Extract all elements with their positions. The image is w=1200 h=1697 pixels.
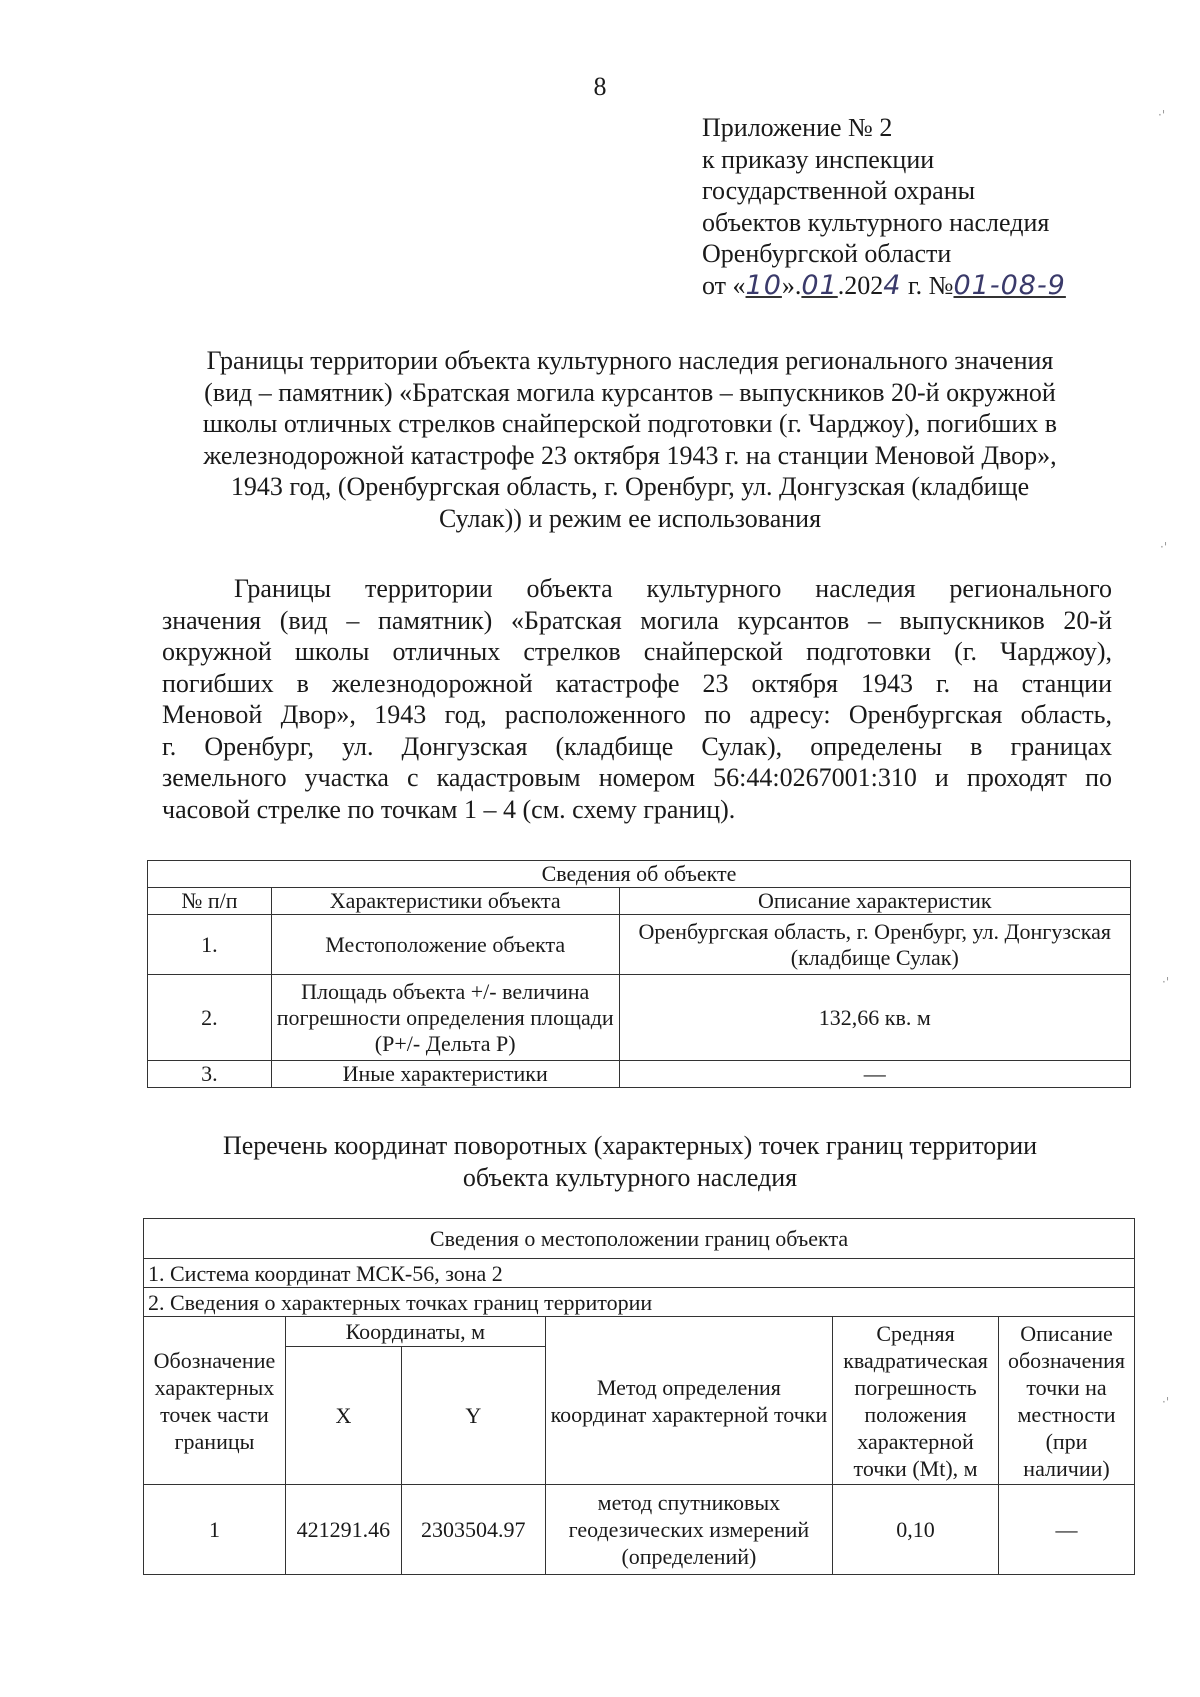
handwritten-day: 10 (745, 269, 782, 301)
title-line: (вид – памятник) «Братская могила курсантов – выпускников 20-й окружной (204, 377, 1056, 407)
scan-artifact: ·' (1160, 540, 1168, 554)
table-cell: — (999, 1485, 1135, 1575)
section-title-line: объекта культурного наследия (462, 1163, 798, 1192)
table-cell: 3. (148, 1061, 272, 1088)
paragraph-line: г. Оренбург, ул. Донгузская (кладбище Сулак), определены в границах (162, 731, 1112, 761)
table-row (148, 915, 1131, 975)
points-info-row: 2. Сведения о характерных точках границ территории (144, 1288, 1135, 1317)
title-line: Границы территории объекта культурного наследия регионального значения (206, 346, 1054, 375)
date-mid: ». (781, 270, 802, 300)
appendix-line: Оренбургской области (702, 239, 952, 268)
paragraph-line: часовой стрелке по точкам 1 – 4 (см. схему границ). (162, 794, 736, 824)
table-caption: Сведения об объекте (148, 861, 1131, 888)
paragraph-line: Границы территории объекта культурного наследия регионального (234, 574, 1112, 603)
table-cell: 2. (148, 975, 272, 1061)
number-prefix: г. № (901, 270, 954, 300)
table-caption: Сведения о местоположении границ объекта (144, 1219, 1135, 1259)
table-cell: 0,10 (833, 1485, 999, 1575)
column-header: Характеристики объекта (271, 888, 619, 915)
coordinate-system-row: 1. Система координат МСК-56, зона 2 (144, 1259, 1135, 1288)
table-row (148, 1061, 1131, 1088)
handwritten-month: 01 (801, 269, 838, 301)
paragraph-line: погибших в железнодорожной катастрофе 23 октября 1943 г. на станции (162, 668, 1112, 698)
appendix-line: Приложение № 2 (702, 113, 893, 142)
appendix-line: объектов культурного наследия (702, 207, 1050, 237)
paragraph-line: Меновой Двор», 1943 год, расположенного по адресу: Оренбургская область, (162, 700, 1112, 729)
scan-artifact: ·' (1158, 108, 1166, 122)
coordinates-section-title (150, 1130, 1110, 1194)
column-header: Координаты, м (285, 1317, 545, 1347)
title-line: Сулак)) и режим ее использования (438, 503, 822, 533)
table-cell: 132,66 кв. м (619, 975, 1130, 1061)
table-row (148, 975, 1131, 1061)
title-line: 1943 год, (Оренбургская область, г. Оренбург, ул. Донгузская (кладбище (230, 472, 1030, 501)
date-prefix: от « (702, 270, 746, 300)
table-cell: Иные характеристики (271, 1061, 619, 1088)
table-cell: 1. (148, 915, 272, 975)
paragraph-line: значения (вид – памятник) «Братская могила курсантов – выпускников 20-й (162, 605, 1112, 635)
table-cell: — (619, 1061, 1130, 1088)
coordinates-table (143, 1218, 1135, 1575)
table-cell: метод спутниковых геодезических измерений (определений) (545, 1485, 832, 1575)
appendix-date-line (702, 270, 1066, 302)
table-row (144, 1485, 1135, 1575)
section-title-line: Перечень координат поворотных (характерных) точек границ территории (222, 1131, 1038, 1160)
column-header: X (285, 1347, 401, 1485)
table-cell: 421291.46 (285, 1485, 401, 1575)
column-header: Обозначение характерных точек части границы (144, 1317, 286, 1485)
paragraph-line: окружной школы отличных стрелков снайперской подготовки (г. Чарджоу), (162, 637, 1112, 666)
column-header: Y (401, 1347, 545, 1485)
appendix-line: государственной охраны (702, 176, 976, 205)
table-cell: Площадь объекта +/- величина погрешности определения площади (Р+/- Дельта Р) (271, 975, 619, 1061)
handwritten-year-digit: 4 (883, 269, 902, 301)
page-number: 8 (593, 72, 607, 101)
handwritten-order-number: 01-08-9 (953, 269, 1066, 301)
appendix-line: к приказу инспекции (702, 144, 935, 174)
document-title (150, 345, 1110, 534)
appendix-block (702, 112, 1066, 301)
column-header: Средняя квадратическая погрешность положения характерной точки (Mt), м (833, 1317, 999, 1485)
title-line: школы отличных стрелков снайперской подготовки (г. Чарджоу), погибших в (202, 409, 1058, 438)
table-cell: Оренбургская область, г. Оренбург, ул. Донгузская (кладбище Сулак) (619, 915, 1130, 975)
year-prefix: .202 (837, 270, 884, 300)
object-info-table (147, 860, 1131, 1088)
title-line: железнодорожной катастрофе 23 октября 1943 г. на станции Меновой Двор», (203, 440, 1057, 470)
column-header: Описание характеристик (619, 888, 1130, 915)
column-header: Описание обозначения точки на местности (при наличии) (999, 1317, 1135, 1485)
table-cell: 1 (144, 1485, 286, 1575)
table-cell: Местоположение объекта (271, 915, 619, 975)
paragraph-line: земельного участка с кадастровым номером 56:44:0267001:310 и проходят по (162, 763, 1112, 792)
column-header: № п/п (148, 888, 272, 915)
table-cell: 2303504.97 (401, 1485, 545, 1575)
body-paragraph (162, 573, 1112, 825)
column-header: Метод определения координат характерной точки (545, 1317, 832, 1485)
scan-artifact: ·' (1162, 1395, 1170, 1409)
scan-artifact: ·' (1162, 975, 1170, 989)
